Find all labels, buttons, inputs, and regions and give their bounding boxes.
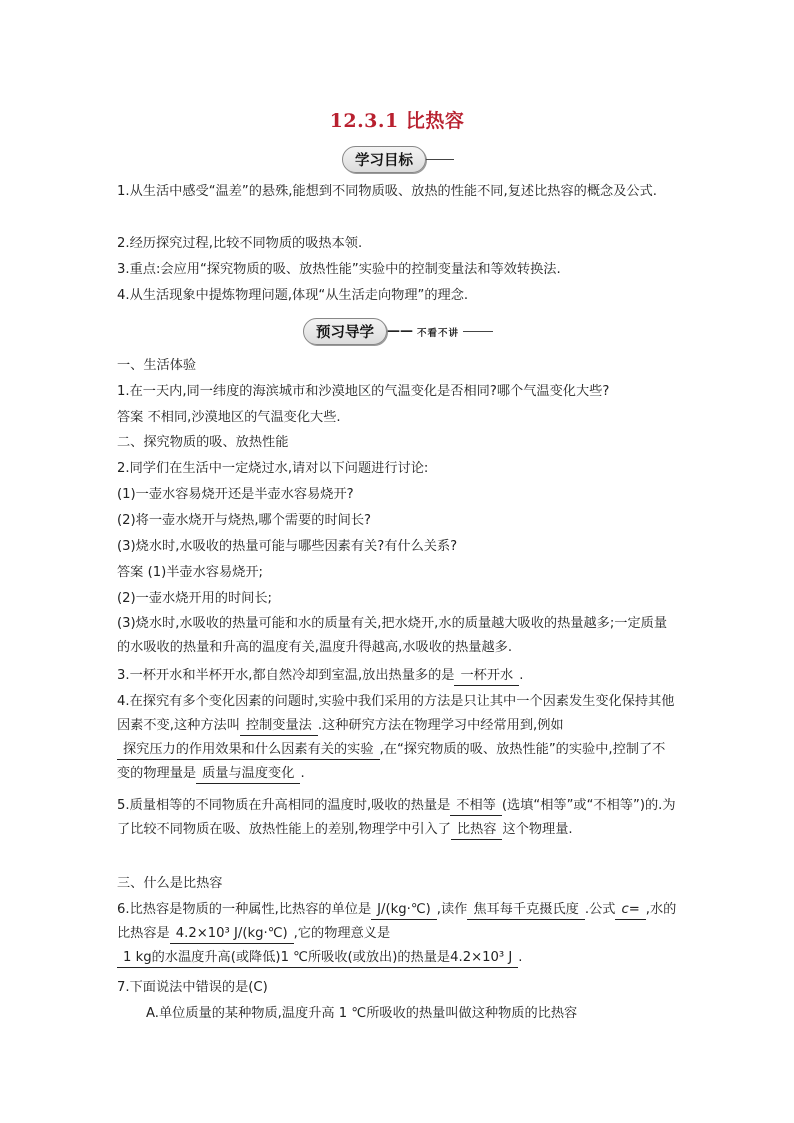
answer-blank: 比热容 [451, 821, 503, 840]
banner-label: 学习目标 [342, 146, 426, 173]
banner-dash: —— [387, 324, 413, 339]
question-text: ,在“探究物质的吸、放热性能”的实验中,控制了不变的物理量是 [117, 742, 666, 781]
answer-blank: 控制变量法 [240, 717, 318, 736]
answer-blank: 质量与温度变化 [196, 765, 300, 784]
answer-2-1: 答案 (1)半壶水容易烧开; [117, 565, 264, 580]
question-1: 1.在一天内,同一纬度的海滨城市和沙漠地区的气温变化是否相同?哪个气温变化大些? [117, 384, 610, 399]
answer-2-2: (2)一壶水烧开用的时间长; [117, 591, 272, 606]
question-text: ,它的物理意义是 [293, 926, 391, 941]
question-2-2: (2)将一壶水烧开与烧热,哪个需要的时间长? [117, 513, 372, 528]
answer-blank: c= [615, 901, 645, 920]
question-3 [117, 664, 523, 688]
goal-4: 4.从生活现象中提炼物理问题,体现“从生活走向物理”的理念. [117, 288, 469, 303]
question-text: . [518, 950, 523, 965]
question-5 [117, 794, 677, 842]
section-heading: 三、什么是比热容 [117, 876, 223, 891]
question-6 [117, 898, 677, 970]
question-text: (选填“相等”或“不相等”)的.为了比较不同物质在吸、放热性能上的差别,物理学中引入了 [117, 798, 676, 837]
page-title: 12.3.1 比热容 [329, 110, 465, 132]
goal-3: 3.重点:会应用“探究物质的吸、放热性能”实验中的控制变量法和等效转换法. [117, 262, 561, 277]
banner-rule [426, 159, 454, 160]
banner-label: 预习导学 [303, 318, 387, 345]
goal-1: 1.从生活中感受“温差”的悬殊,能想到不同物质吸、放热的性能不同,复述比热容的概念及公式. [117, 184, 657, 199]
banner-learning-goals [342, 146, 454, 173]
answer-blank: 1 kg的水温度升高(或降低)1 ℃所吸收(或放出)的热量是4.2×10³ J [117, 949, 518, 968]
banner-sub: 不看不讲 [417, 327, 460, 339]
banner-rule [463, 331, 493, 332]
answer-blank: J/(kg·℃) [371, 901, 437, 920]
goal-2: 2.经历探究过程,比较不同物质的吸热本领. [117, 236, 363, 251]
answer-1: 答案 不相同,沙漠地区的气温变化大些. [117, 410, 341, 425]
answer-blank: 探究压力的作用效果和什么因素有关的实验 [117, 741, 380, 760]
answer-blank: 4.2×10³ J/(kg·℃) [170, 925, 294, 944]
answer-2-3: (3)烧水时,水吸收的热量可能和水的质量有关,把水烧开,水的质量越大吸收的热量越多;一定质量的水吸收的热量和升高的温度有关,温度升得越高,水吸收的热量越多. [117, 616, 668, 655]
answer-blank: 一杯开水 [454, 667, 519, 686]
section-heading: 一、生活体验 [117, 358, 197, 373]
question-text: 3.一杯开水和半杯开水,都自然冷却到室温,放出热量多的是 [117, 668, 455, 683]
question-7-option-a: A.单位质量的某种物质,温度升高 1 ℃所吸收的热量叫做这种物质的比热容 [146, 1006, 578, 1021]
question-text: 5.质量相等的不同物质在升高相同的温度时,吸收的热量是 [117, 798, 451, 813]
question-text: 6.比热容是物质的一种属性,比热容的单位是 [117, 902, 372, 917]
question-2-1: (1)一壶水容易烧开还是半壶水容易烧开? [117, 487, 354, 502]
question-2: 2.同学们在生活中一定烧过水,请对以下问题进行讨论: [117, 461, 429, 476]
question-text: ,水的比热容是 [117, 902, 677, 941]
question-2-3: (3)烧水时,水吸收的热量可能与哪些因素有关?有什么关系? [117, 539, 458, 554]
answer-blank: 不相等 [450, 797, 502, 816]
question-4 [117, 690, 677, 786]
question-7: 7.下面说法中错误的是(C) [117, 980, 268, 995]
question-text: .这种研究方法在物理学习中经常用到,例如 [317, 718, 564, 733]
answer-blank: 焦耳每千克摄氏度 [467, 901, 585, 920]
question-text: 这个物理量. [502, 822, 573, 837]
banner-preview [303, 318, 493, 345]
question-text: 4.在探究有多个变化因素的问题时,实验中我们采用的方法是只让其中一个因素发生变化保持其他因素不变,这种方法叫 [117, 694, 675, 733]
question-text: . [519, 668, 524, 683]
section-heading: 二、探究物质的吸、放热性能 [117, 435, 289, 450]
question-text: . [300, 766, 305, 781]
question-text: ,读作 [436, 902, 468, 917]
question-text: .公式 [584, 902, 616, 917]
